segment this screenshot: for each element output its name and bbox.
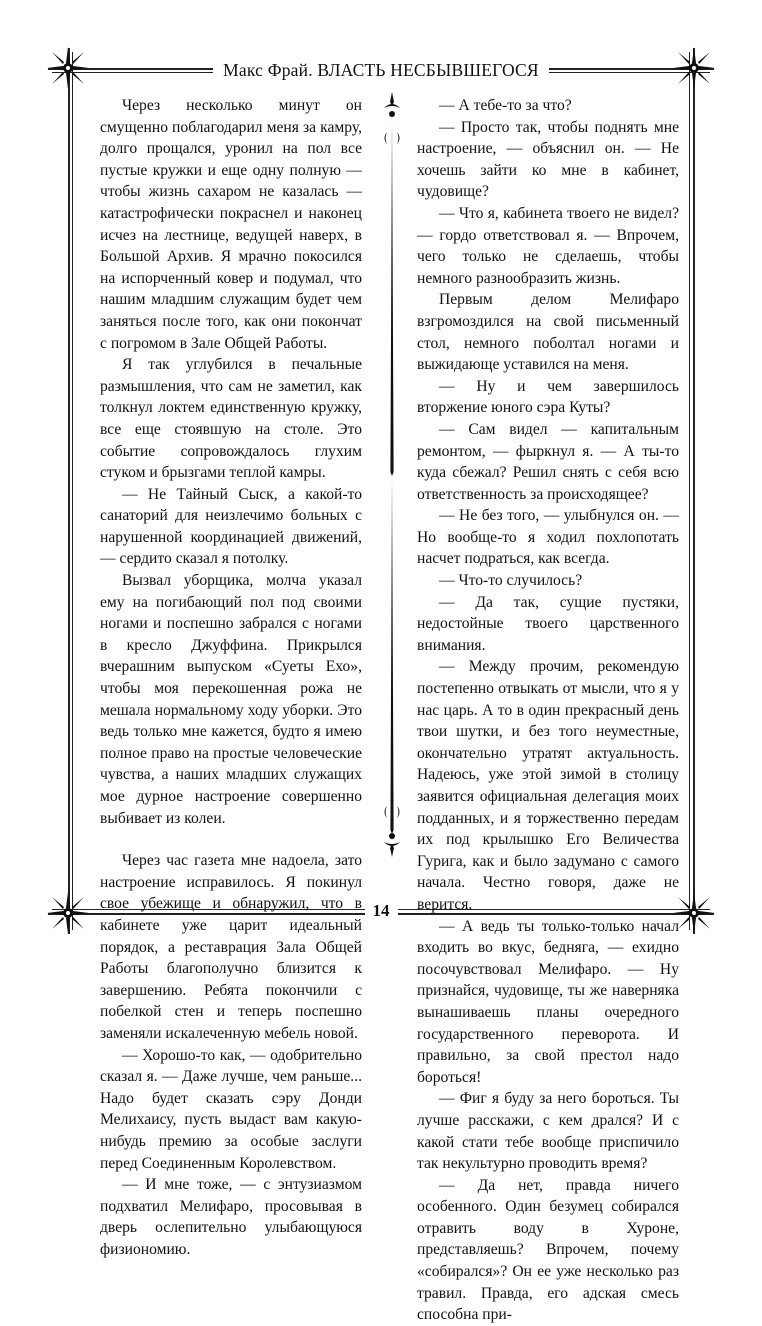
paragraph: — А ведь ты только-только начал входить во вкус, бедняга, — ехидно посочувствовал Мелифаро. — Ну признайся, чудовище, ты же наверняка вынашиваешь планы очередного государственного переворота. И правильно, за свой престол надо бороться!: [417, 917, 679, 1086]
paragraph: Первым делом Мелифаро взгромоздился на свой письменный стол, немного поболтал ногами и выжидающе уставился на меня.: [417, 291, 679, 374]
column-divider-ornament: [379, 92, 405, 857]
paragraph: — А тебе-то за что?: [439, 97, 572, 114]
frame-left-line: [68, 48, 70, 934]
paragraph: — Между прочим, рекомендую постепенно отвыкать от мысли, что я у нас царь. А то в один прекрасный день твои шутки, и без того неуместные, окончательно утратят актуальность. Надеюсь, уже этой зимой в столицу заявится официальная делегация моих подданных, и я торжественно передам их под крылышко Его Величества Гурига, как и было задумано с самого начала. Честно говоря, даже не верится.: [417, 658, 679, 913]
paragraph: — Что-то случилось?: [439, 572, 583, 590]
paragraph: — И мне тоже, — с энтузиазмом подхватил Мелифаро, просовывая в дверь ослепительно улыбающуюся физиономию.: [100, 1176, 362, 1258]
paragraph: — Что я, кабинета твоего не видел? — гордо ответствовал я. — Впрочем, чего только не сделаешь, чтобы немного разнообразить жизнь.: [417, 204, 679, 287]
paragraph: Вызвал уборщика, молча указал ему на погибающий пол под своими ногами и поспешно забрался с ногами в кресло Джуффина. Прикрылся вчерашним выпуском «Суеты Ехо», чтобы моя перекошенная рожа не мешала нормальному ходу уборки. Это ведь только мне кажется, будто я имею полное право на простые человеческие чувства, а наших младших служащих мое дурное настроение совершенно выбивает из колеи.: [100, 572, 362, 827]
paragraph: — Фиг я буду за него бороться. Ты лучше расскажи, с кем дрался? И с какой стати тебе вообще приспичило так некультурно проводить время?: [417, 1090, 679, 1173]
paragraph: Через несколько минут он смущенно поблагодарил меня за камру, долго прощался, уронил на пол все пустые кружки и еще одну полную — чтобы жизнь сахаром не казалась — катастрофически покраснел и наконец исчез на лестнице, ведущей наверх, в Большой Архив. Я мрачно покосился на испорченный ковер и подумал, что нашим младшим служащим будет чем заняться после того, как они покончат с погромом в Зале Общей Работы.: [100, 97, 362, 352]
frame-left-line-inner: [72, 52, 73, 930]
paragraph: — Хорошо-то как, — одобрительно сказал я. — Даже лучше, чем раньше... Надо будет сказать сэру Донди Мелихаису, пусть выдаст вам какую-нибудь премию за особые заслуги перед Соединенным Королевством.: [100, 1046, 362, 1172]
frame-right-line-inner: [689, 52, 690, 930]
paragraph: — Не без того, — улыбнулся он. — Но вообще-то я ходил похлопотать насчет подраться, как всегда.: [417, 507, 679, 568]
paragraph: — Да так, сущие пустяки, недостойные твоего царственного внимания.: [417, 593, 679, 654]
right-column: [417, 95, 679, 1326]
paragraph: — Сам видел — капитальным ремонтом, — фыркнул я. — А ты-то куда сбежал? Решил снять с себя всю ответственность за происходящее?: [417, 420, 679, 503]
paragraph: — Да нет, правда ничего особенного. Один безумец собирался отравить воду в Хуроне, представляешь? Впрочем, почему «собирался»? Он ее уже несколько раз травил. Правда, его адская смесь способна при-: [417, 1176, 679, 1324]
book-title: Макс Фрай. ВЛАСТЬ НЕСБЫВШЕГОСЯ: [213, 60, 549, 80]
running-header: [0, 60, 762, 81]
paragraph: — Ну и чем завершилось вторжение юного сэра Куты?: [417, 377, 679, 417]
left-column: [100, 95, 362, 1260]
frame-right-line: [693, 48, 695, 934]
paragraph: — Не Тайный Сыск, а какой-то санаторий для неизлечимо больных с нарушенной координацией движений, — сердито сказал я потолку.: [100, 485, 362, 568]
page-number: [0, 901, 762, 921]
paragraph: Я так углубился в печальные размышления, что сам не заметил, как толкнул локтем единственную кружку, все еще стоявшую на столе. Это событие сопровождалось глухим стуком и брызгами теплой камры.: [100, 356, 362, 482]
page-number-value: 14: [365, 901, 398, 920]
paragraph: — Просто так, чтобы поднять мне настроение, — объяснил он. — Не хочешь зайти ко мне в кабинет, чудовище?: [417, 118, 679, 201]
paragraph: Через час газета мне надоела, зато настроение исправилось. Я покинул свое убежище и обнаружил, что в кабинете уже царит идеальный порядок, а реставрация Зала Общей Работы благополучно близится к завершению. Ребята покончили с побелкой стен и теперь поспешно заменяли искалеченную мебель новой.: [100, 852, 362, 1042]
